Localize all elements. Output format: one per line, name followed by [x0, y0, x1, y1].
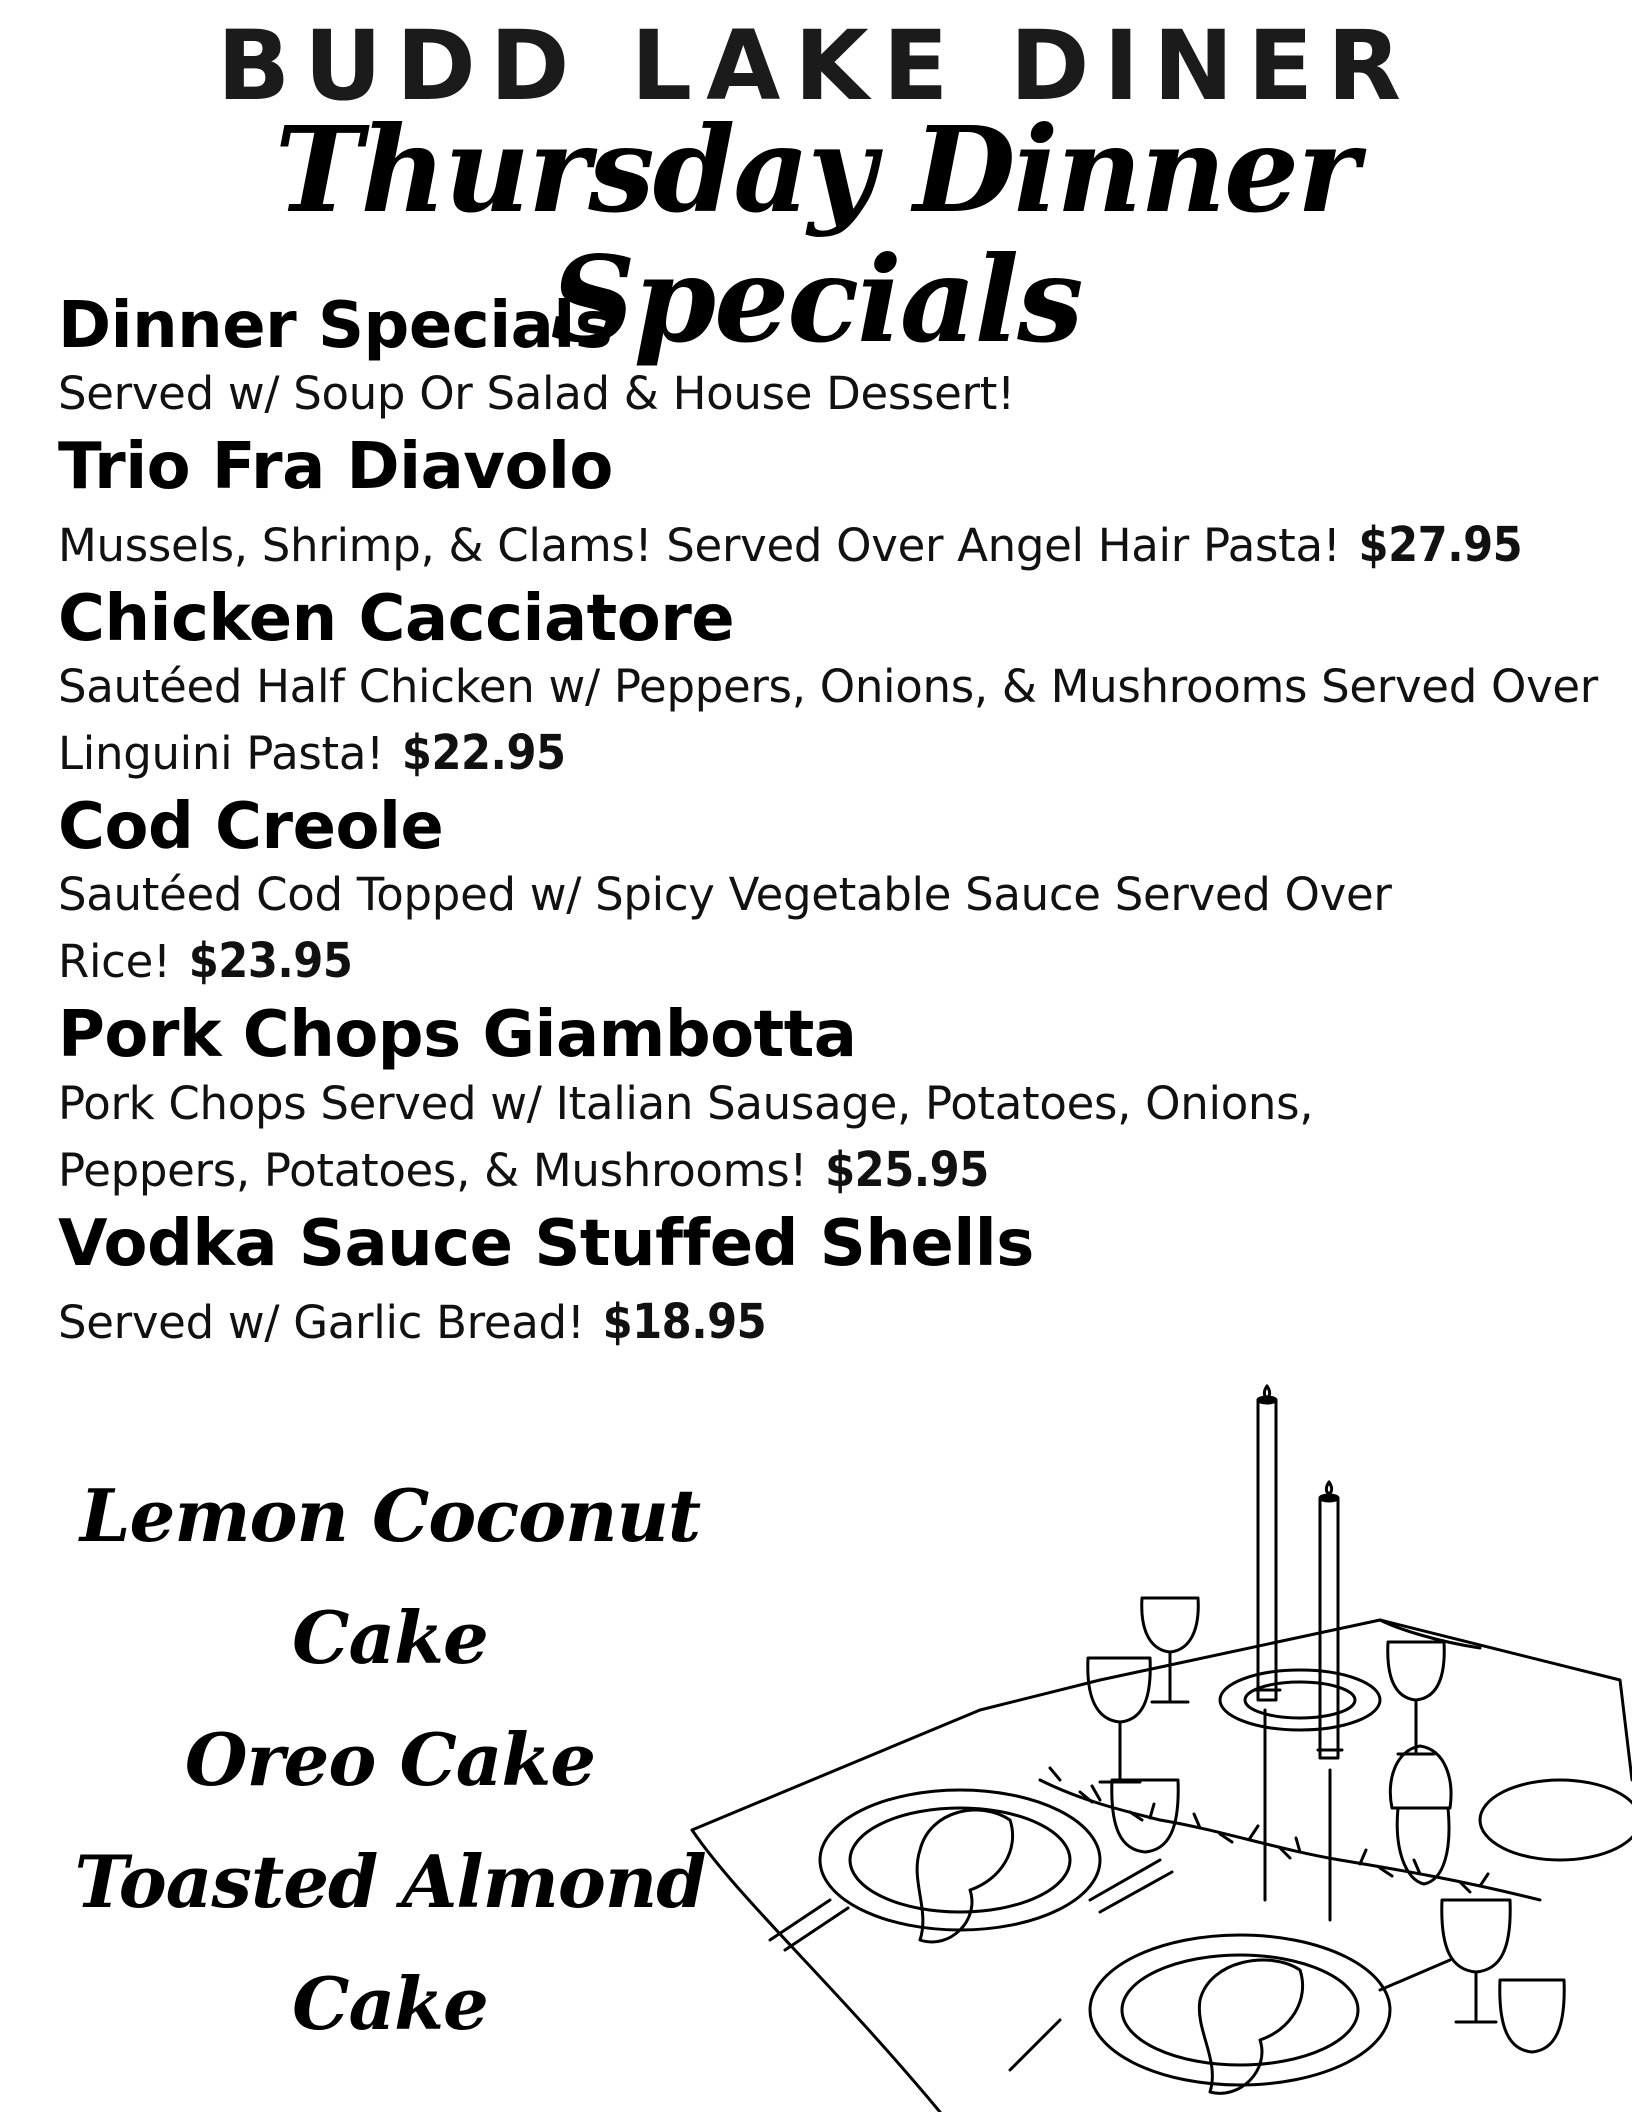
dessert-item: Lemon Coconut Cake: [79, 1473, 701, 1680]
menu-item-description-text: Served w/ Garlic Bread!: [58, 1295, 585, 1349]
dessert-item: Toasted Almond Cake: [74, 1839, 706, 2046]
menu-item-price: $23.95: [188, 933, 353, 990]
menu-item-name: Vodka Sauce Stuffed Shells: [58, 1206, 1034, 1281]
menu-item-price: $25.95: [825, 1141, 989, 1198]
menu-item-name: Cod Creole: [58, 790, 444, 865]
menu-item: [58, 430, 1598, 579]
intro-heading: Dinner Specials: [58, 289, 613, 363]
menu-item-name: Pork Chops Giambotta: [58, 998, 857, 1073]
menu-item-description-text: Sautéed Cod Topped w/ Spicy Vegetable Sauce Served Over Rice!: [58, 868, 1392, 989]
menu-item: [58, 1206, 1598, 1356]
restaurant-name: BUDD LAKE DINER: [216, 10, 1416, 122]
menu-item-price: $18.95: [602, 1293, 767, 1350]
menu-item-name: Trio Fra Diavolo: [58, 430, 613, 505]
menu-item-description: [58, 654, 1598, 787]
menu-item-description-text: Sautéed Half Chicken w/ Peppers, Onions, & Mushrooms Served Over Linguini Pasta!: [58, 660, 1599, 781]
dessert-item: Oreo Cake: [184, 1717, 596, 1802]
menu-list: [58, 289, 1599, 1356]
menu-title: Thursday Dinner Specials: [274, 100, 1358, 369]
menu-item: [58, 582, 1599, 787]
intro-description: Served w/ Soup Or Salad & House Dessert!: [58, 367, 1015, 421]
menu-item-description: [58, 1071, 1378, 1204]
menu-item: [58, 790, 1598, 995]
menu-item-description: [58, 862, 1498, 995]
dinner-table-illustration-icon: [680, 1380, 1632, 2112]
menu-item-description: [58, 512, 1598, 579]
menu-item-name: Chicken Cacciatore: [58, 582, 735, 657]
menu-item: [58, 998, 1598, 1203]
menu-item-description-text: Mussels, Shrimp, & Clams! Served Over Angel Hair Pasta!: [58, 519, 1341, 573]
menu-item-description: [58, 1289, 1598, 1356]
menu-item-description-text: Pork Chops Served w/ Italian Sausage, Potatoes, Onions, Peppers, Potatoes, & Mushrooms!: [58, 1076, 1314, 1197]
intro-section: [58, 289, 1598, 427]
menu-item-price: $22.95: [401, 725, 566, 782]
menu-item-price: $27.95: [1358, 517, 1523, 574]
dessert-list: [40, 1455, 740, 2065]
